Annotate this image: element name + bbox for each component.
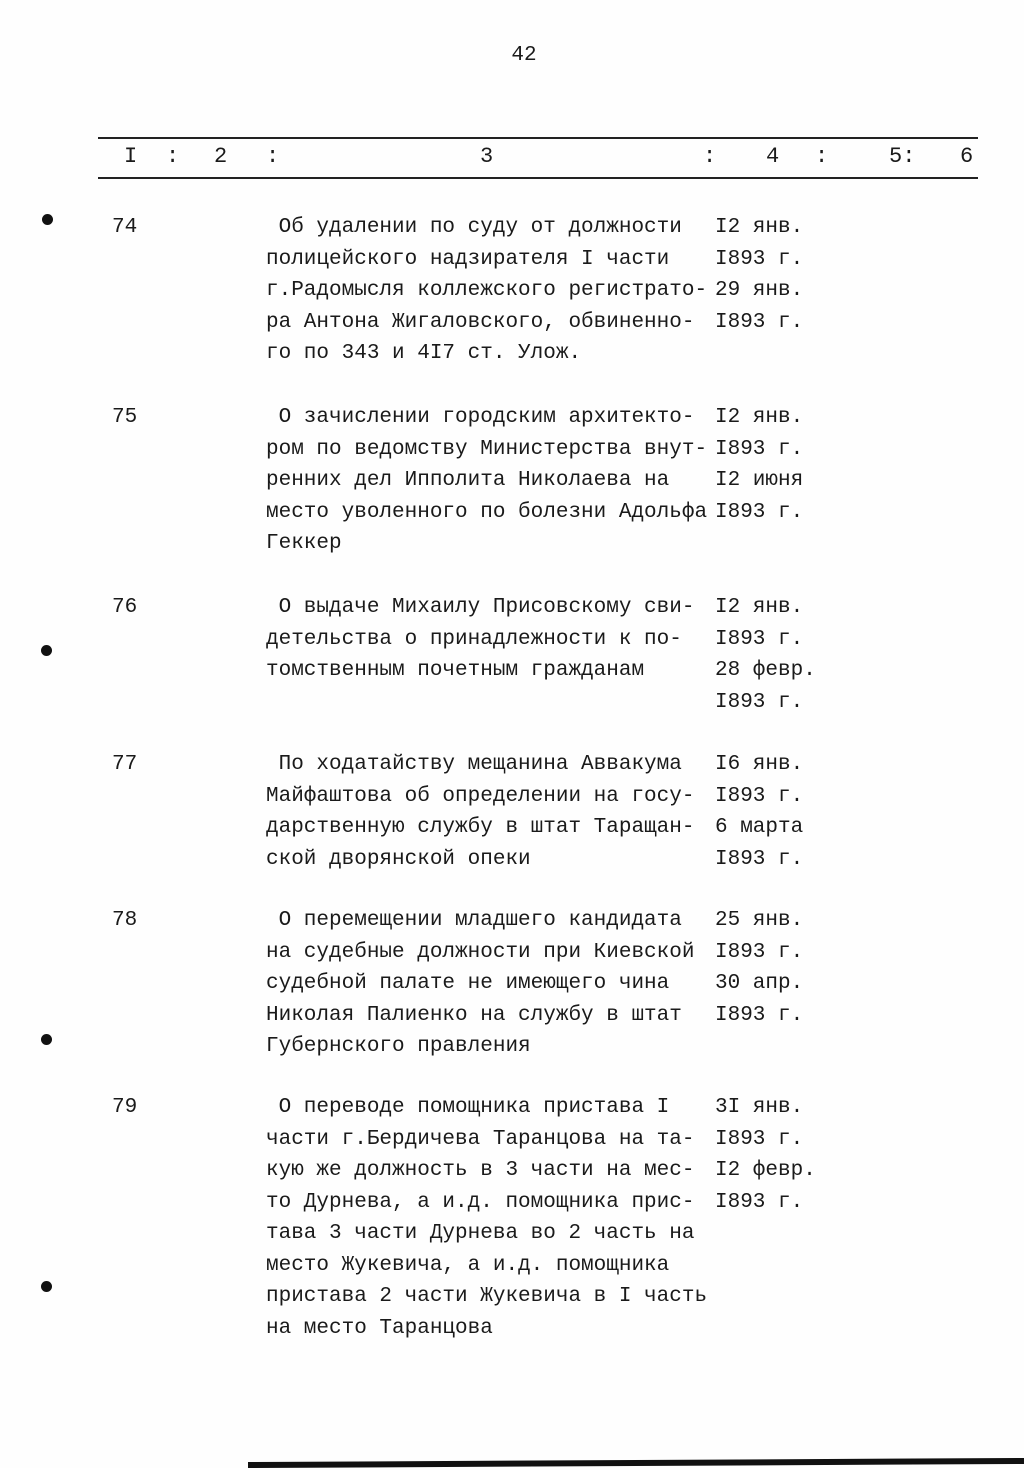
entry-description xyxy=(266,905,716,1063)
entry-number: 75 xyxy=(112,406,138,429)
entry-description xyxy=(266,402,716,560)
page-number: 42 xyxy=(511,44,537,67)
col-header-3: 3 xyxy=(480,144,494,169)
entry-number: 77 xyxy=(112,753,138,776)
date-line: I2 янв. xyxy=(715,596,804,619)
description-line: ренних дел Ипполита Николаева на xyxy=(266,469,670,492)
column-header-row xyxy=(0,144,1024,174)
date-line: 28 февр. xyxy=(715,659,816,682)
entry-dates xyxy=(715,749,803,875)
description-line: судебной палате не имеющего чина xyxy=(266,972,670,995)
description-line: на судебные должности при Киевской xyxy=(266,940,695,964)
description-line: По ходатайству мещанина Аввакума xyxy=(266,753,682,776)
date-line: 30 апр. xyxy=(715,972,804,995)
description-line: го по 343 и 4I7 ст. Улож. xyxy=(266,342,582,365)
description-line: то Дурнева, а и.д. помощника прис- xyxy=(266,1190,695,1214)
col-separator: : xyxy=(166,144,180,169)
col-separator: : xyxy=(815,144,829,169)
description-line: кую же должность в 3 части на мес- xyxy=(266,1159,695,1182)
description-line: О переводе помощника пристава I xyxy=(266,1096,670,1119)
date-line: I893 г. xyxy=(715,500,804,524)
date-line: I2 февр. xyxy=(715,1159,816,1182)
header-bottom-rule xyxy=(98,177,978,179)
description-line: ром по ведомству Министерства внут- xyxy=(266,437,708,461)
entry-description xyxy=(266,592,716,687)
entry-number: 79 xyxy=(112,1096,138,1119)
date-line: 29 янв. xyxy=(715,279,804,302)
date-line: I2 янв. xyxy=(715,406,804,429)
entry-dates xyxy=(715,592,816,718)
col-header-5: 5: xyxy=(889,144,916,169)
entry-description xyxy=(266,749,716,875)
description-line: Майфаштова об определении на госу- xyxy=(266,784,695,808)
date-line: 3I янв. xyxy=(715,1096,804,1119)
page-bottom-edge xyxy=(248,1458,1024,1468)
header-top-rule xyxy=(98,137,978,139)
date-line: I893 г. xyxy=(715,247,804,271)
description-line: Об удалении по суду от должности xyxy=(266,216,682,239)
description-line: ра Антона Жигаловского, обвиненно- xyxy=(266,310,695,334)
entry-dates xyxy=(715,1092,816,1218)
description-line: О зачислении городским архитекто- xyxy=(266,406,695,429)
description-line: полицейского надзирателя I части xyxy=(266,247,670,271)
col-separator: : xyxy=(703,144,717,169)
description-line: на место Таранцова xyxy=(266,1316,493,1340)
date-line: I893 г. xyxy=(715,940,804,964)
description-line: дарственную службу в штат Таращан- xyxy=(266,816,695,839)
description-line: ской дворянской опеки xyxy=(266,847,531,871)
date-line: I893 г. xyxy=(715,627,804,651)
date-line: I2 июня xyxy=(715,469,804,492)
col-header-2: 2 xyxy=(214,144,228,169)
description-line: г.Радомысля коллежского регистрато- xyxy=(266,279,708,302)
col-header-4: 4 xyxy=(766,144,780,169)
date-line: I893 г. xyxy=(715,784,804,808)
entry-dates xyxy=(715,402,803,528)
entry-description xyxy=(266,1092,716,1344)
date-line: 25 янв. xyxy=(715,909,804,932)
date-line: I2 янв. xyxy=(715,216,804,239)
description-line: Губернского правления xyxy=(266,1035,531,1058)
entry-dates xyxy=(715,905,803,1031)
description-line: томственным почетным гражданам xyxy=(266,659,645,682)
description-line: тава 3 части Дурнева во 2 часть на xyxy=(266,1222,695,1245)
date-line: I893 г. xyxy=(715,1127,804,1151)
date-line: I893 г. xyxy=(715,1003,804,1027)
date-line: 6 марта xyxy=(715,816,804,839)
col-header-1: I xyxy=(124,144,138,169)
description-line: пристава 2 части Жукевича в I часть xyxy=(266,1285,708,1308)
date-line: I893 г. xyxy=(715,847,804,871)
date-line: I893 г. xyxy=(715,1190,804,1214)
description-line: место уволенного по болезни Адольфа xyxy=(266,500,708,524)
description-line: части г.Бердичева Таранцова на та- xyxy=(266,1127,695,1151)
description-line: место Жукевича, а и.д. помощника xyxy=(266,1253,670,1277)
description-line: О перемещении младшего кандидата xyxy=(266,909,682,932)
col-header-6: 6 xyxy=(960,144,974,169)
entry-number: 74 xyxy=(112,216,138,239)
punch-hole-mark xyxy=(41,1034,52,1045)
punch-hole-mark xyxy=(41,645,52,656)
entry-description xyxy=(266,212,716,370)
date-line: I893 г. xyxy=(715,437,804,461)
punch-hole-mark xyxy=(42,214,53,225)
entry-number: 76 xyxy=(112,596,138,619)
description-line: О выдаче Михаилу Присовскому сви- xyxy=(266,596,695,619)
date-line: I893 г. xyxy=(715,690,804,714)
col-separator: : xyxy=(266,144,280,169)
punch-hole-mark xyxy=(41,1281,52,1292)
date-line: I893 г. xyxy=(715,310,804,334)
description-line: Геккер xyxy=(266,532,342,555)
description-line: Николая Палиенко на службу в штат xyxy=(266,1003,682,1027)
entry-dates xyxy=(715,212,803,338)
description-line: детельства о принадлежности к по- xyxy=(266,627,682,651)
date-line: I6 янв. xyxy=(715,753,804,776)
entry-number: 78 xyxy=(112,909,138,932)
